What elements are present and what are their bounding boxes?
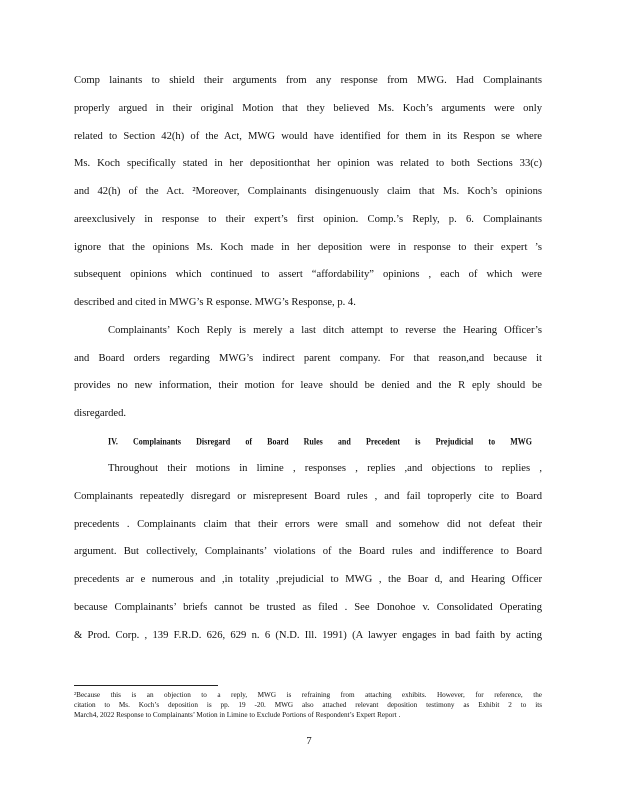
body-line-16: precedents . Complainants claim that their errors were small and somehow did not defeat their [74, 519, 542, 530]
body-line-2: properly argued in their original Motion that they believed Ms. Koch’s arguments were only [74, 103, 542, 114]
body-line-5: and 42(h) of the Act. ²Moreover, Complainants disingenuously claim that Ms. Koch’s opinions [74, 186, 542, 197]
body-line-19: because Complainants’ briefs cannot be trusted as filed . See Donohoe v. Consolidated Operating [74, 602, 542, 613]
body-line-11: and Board orders regarding MWG’s indirect parent company. For that reason,and because it [74, 353, 542, 364]
page-number: 7 [306, 736, 312, 747]
body-line-17: argument. But collectively, Complainants’ violations of the Board rules and indifference to Board [74, 546, 542, 557]
body-line-8: subsequent opinions which continued to assert “affordability” opinions , each of which were [74, 269, 542, 280]
body-line-10: Complainants’ Koch Reply is merely a last ditch attempt to reverse the Hearing Officer’s [108, 325, 542, 336]
body-line-1: Comp lainants to shield their arguments from any response from MWG. Had Complainants [74, 75, 542, 86]
body-line-6: areexclusively in response to their expert’s first opinion. Comp.’s Reply, p. 6. Complainants [74, 214, 542, 225]
body-line-7: ignore that the opinions Ms. Koch made in her deposition were in response to their expert ’s [74, 242, 542, 253]
body-line-12: provides no new information, their motion for leave should be denied and the R eply should be [74, 380, 542, 391]
section-heading: IV. Complainants Disregard of Board Rules and Precedent is Prejudicial to MWG [108, 436, 532, 447]
footnote-line-2: citation to Ms. Koch’s deposition is pp. 19 -20. MWG also attached relevant deposition testimony as Exhibit 2 to its [74, 701, 542, 709]
body-line-20: & Prod. Corp. , 139 F.R.D. 626, 629 n. 6 (N.D. Ill. 1991) (A lawyer engages in bad faith by acting [74, 630, 542, 641]
body-line-13: disregarded. [74, 408, 127, 419]
body-line-18: precedents ar e numerous and ,in totality ,prejudicial to MWG , the Boar d, and Hearing Officer [74, 574, 542, 585]
footnote-line-3: March4, 2022 Response to Complainants’ Motion in Limine to Exclude Portions of Respondent’s Expert Report . [74, 711, 401, 719]
body-line-15: Complainants repeatedly disregard or misrepresent Board rules , and fail toproperly cite to Board [74, 491, 542, 502]
body-line-14: Throughout their motions in limine , responses , replies ,and objections to replies , [108, 463, 542, 474]
footnote-separator [74, 685, 218, 686]
footnote-line-1: ²Because this is an objection to a reply, MWG is refraining from attaching exhibits. However, for reference, the [74, 691, 542, 699]
body-line-3: related to Section 42(h) of the Act, MWG would have identified for them in its Respon se where [74, 131, 542, 142]
body-line-9: described and cited in MWG’s R esponse. MWG’s Response, p. 4. [74, 297, 356, 308]
body-line-4: Ms. Koch specifically stated in her depositionthat her opinion was related to both Sections 33(c) [74, 158, 542, 169]
